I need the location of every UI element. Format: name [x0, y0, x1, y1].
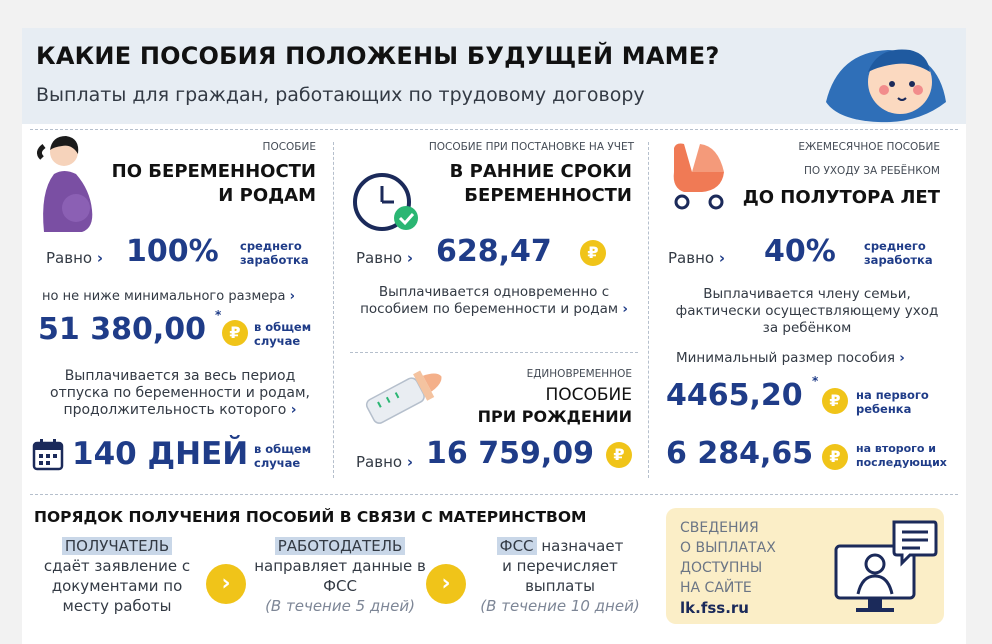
- step2-tag: РАБОТОДАТЕЛЬ: [275, 537, 406, 555]
- divider-col1: [333, 142, 334, 478]
- col2-title2-line2: ПРИ РОЖДЕНИИ: [477, 407, 632, 426]
- col1-percent-note: среднего заработка: [240, 239, 309, 267]
- col1-min-note: но не ниже минимального размера ›: [42, 289, 295, 304]
- step1-text: сдаёт заявление с документами по месту работы: [43, 557, 191, 615]
- fss-site-link[interactable]: lk.fss.ru: [680, 599, 749, 617]
- ruble-icon: ₽: [580, 240, 606, 266]
- computer-user-icon: [832, 518, 938, 616]
- col2-equal: Равно ›: [356, 249, 414, 267]
- col3-percent: 40%: [764, 234, 836, 269]
- stroller-icon: [666, 138, 730, 212]
- ruble-icon: ₽: [606, 442, 632, 468]
- step2-time: (В течение 5 дней): [265, 597, 415, 615]
- col1-amount: 51 380,00: [38, 312, 206, 347]
- step3-text2: и перечисляет выплаты: [502, 557, 618, 595]
- col3-pre-line1: ЕЖЕМЕСЯЧНОЕ ПОСОБИЕ: [798, 141, 940, 153]
- col3-percent-note: среднего заработка: [864, 239, 933, 267]
- step1-tag: ПОЛУЧАТЕЛЬ: [62, 537, 172, 555]
- col3-title: ДО ПОЛУТОРА ЛЕТ: [742, 187, 940, 208]
- step2: [252, 536, 428, 616]
- step1: [30, 536, 204, 616]
- col2-amount2: 16 759,09: [426, 436, 594, 471]
- ruble-icon: ₽: [822, 388, 848, 414]
- clock-icon: [352, 170, 422, 234]
- procedure-title: ПОРЯДОК ПОЛУЧЕНИЯ ПОСОБИЙ В СВЯЗИ С МАТЕРИНСТВОМ: [34, 508, 587, 526]
- divider-bottom: [30, 494, 958, 495]
- col2-title2-line1: ПОСОБИЕ: [545, 385, 632, 405]
- fss-info-box: [666, 508, 944, 624]
- col3-amount1-star: *: [812, 374, 819, 388]
- col1-pre: ПОСОБИЕ: [262, 141, 316, 153]
- col3-pre-line2: ПО УХОДУ ЗА РЕБЁНКОМ: [803, 165, 940, 177]
- col3-amount1: 4465,20: [666, 378, 803, 413]
- step3-text1: назначает: [541, 537, 624, 555]
- col2-paid-note: Выплачивается одновременно с пособием по беременности и родам ›: [360, 284, 628, 317]
- page-title: КАКИЕ ПОСОБИЯ ПОЛОЖЕНЫ БУДУЩЕЙ МАМЕ?: [36, 42, 720, 70]
- col2-equal2: Равно ›: [356, 453, 414, 471]
- divider-col2: [648, 142, 649, 478]
- divider-top: [30, 129, 958, 130]
- ruble-icon: ₽: [822, 444, 848, 470]
- baby-icon: [818, 32, 954, 124]
- col3-amount2: 6 284,65: [666, 436, 814, 471]
- col2-title-line1: В РАННИЕ СРОКИ: [449, 161, 632, 182]
- col3-paid-note: Выплачивается члену семьи, фактически осуществляющему уход за ребёнком: [675, 286, 939, 336]
- col1-period-note: Выплачивается за весь период отпуска по беременности и родам, продолжительность которого ›: [50, 368, 310, 418]
- col2-title-line2: БЕРЕМЕННОСТИ: [464, 185, 632, 206]
- step3-tag: ФСС: [497, 537, 537, 555]
- col2-pre2: ЕДИНОВРЕМЕННОЕ: [526, 368, 632, 380]
- col3-min-note: Минимальный размер пособия ›: [676, 350, 905, 366]
- next-arrow-icon: ›: [426, 564, 466, 604]
- next-arrow-icon: ›: [206, 564, 246, 604]
- col1-title-line1: ПО БЕРЕМЕННОСТИ: [111, 161, 316, 182]
- col2-pre: ПОСОБИЕ ПРИ ПОСТАНОВКЕ НА УЧЕТ: [428, 141, 634, 153]
- step2-text: направляет данные в ФСС: [254, 557, 426, 595]
- calendar-icon: [32, 438, 66, 472]
- fss-text: СВЕДЕНИЯ О ВЫПЛАТАХ ДОСТУПНЫ НА САЙТЕ lk.fss.ru: [680, 520, 776, 617]
- col1-percent: 100%: [126, 234, 219, 269]
- baby-bottle-icon: [356, 360, 448, 432]
- step3-time: (В течение 10 дней): [480, 597, 640, 615]
- col1-amount-note: в общем случае: [254, 320, 312, 348]
- pregnant-woman-icon: [32, 132, 96, 234]
- col1-title-line2: И РОДАМ: [218, 185, 316, 206]
- ruble-icon: ₽: [222, 320, 248, 346]
- infographic: [22, 28, 966, 644]
- header-band: [22, 28, 966, 124]
- col3-amount1-note: на первого ребенка: [856, 388, 929, 416]
- col2-amount: 628,47: [436, 234, 552, 269]
- col1-days-note: в общем случае: [254, 442, 312, 470]
- col1-amount-star: *: [215, 308, 222, 322]
- col3-equal: Равно ›: [668, 249, 726, 267]
- step3: [472, 536, 648, 616]
- col3-amount2-note: на второго и последующих: [856, 442, 947, 469]
- page-subtitle: Выплаты для граждан, работающих по трудовому договору: [36, 84, 645, 106]
- col1-days: 140 ДНЕЙ: [72, 436, 249, 472]
- col1-equal: Равно ›: [46, 249, 104, 267]
- divider-col2-mid: [350, 352, 638, 353]
